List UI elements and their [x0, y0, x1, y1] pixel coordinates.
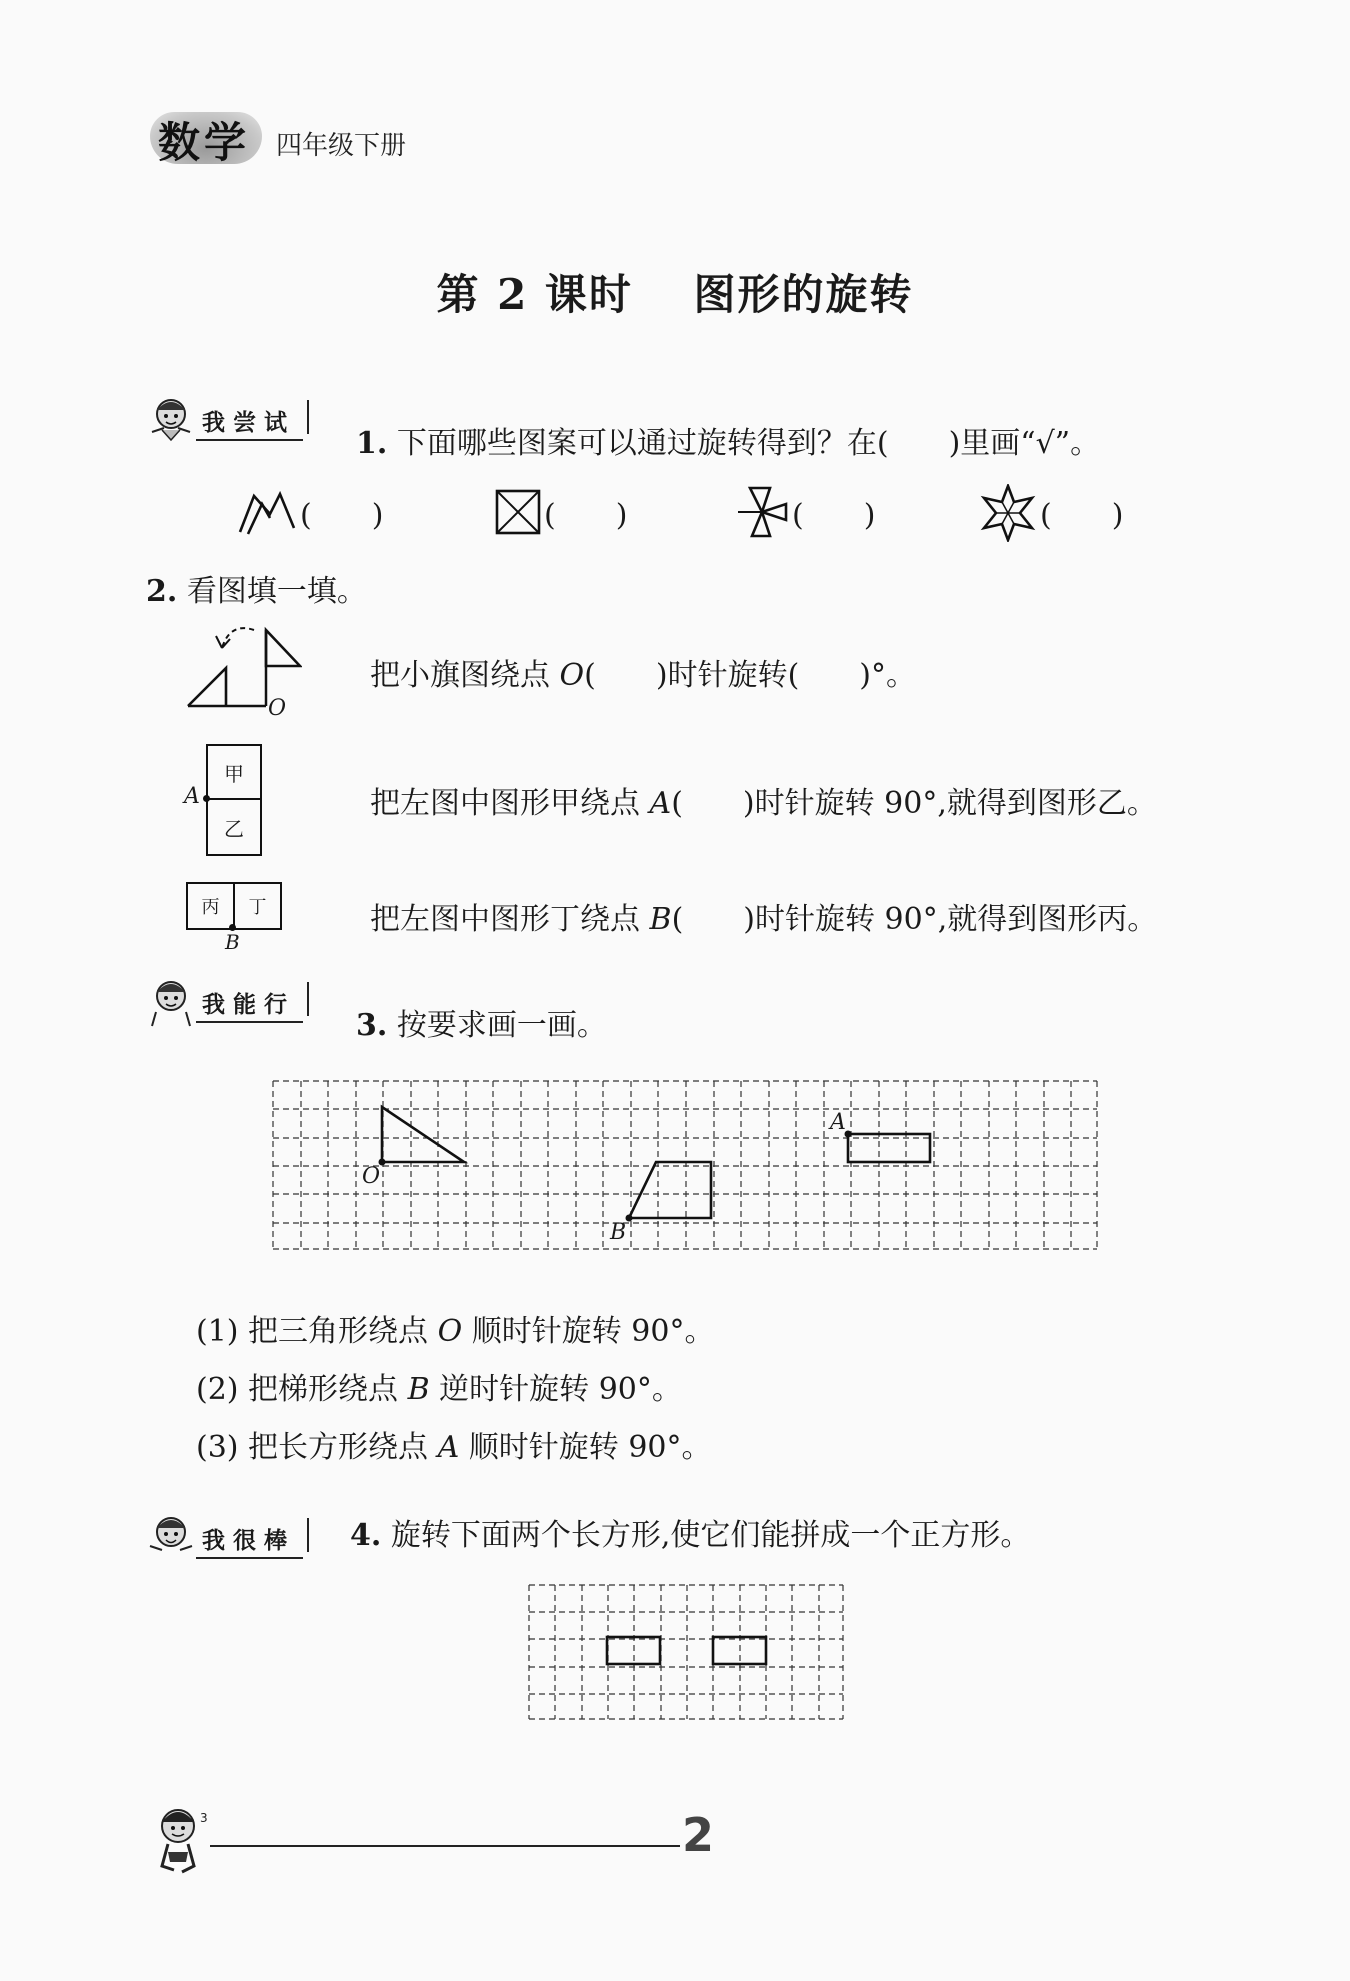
- q3-point-b-label: B: [610, 1220, 627, 1245]
- q2-item-2-text-a: 把左图中图形甲绕点: [370, 786, 650, 821]
- q3-trapezoid: [629, 1162, 711, 1218]
- q3-item-3-num: (3): [196, 1430, 239, 1465]
- q1-number: 1.: [356, 426, 388, 461]
- q2-number: 2.: [146, 574, 178, 609]
- q2-item-1: [370, 650, 916, 694]
- q3-shapes: [272, 1080, 1098, 1250]
- q3-item-3-text-a: 把长方形绕点: [248, 1430, 438, 1465]
- figure-jia-label: 甲: [208, 746, 260, 800]
- section-tag-great: [146, 1510, 303, 1570]
- q1-choice-3[interactable]: ( ): [792, 498, 876, 533]
- girl-mascot-icon: [146, 392, 196, 452]
- q1-choice-2[interactable]: ( ): [544, 498, 628, 533]
- section-tag-try: [146, 392, 303, 452]
- q4-shapes: [528, 1584, 844, 1720]
- q3-item-1-var: O: [437, 1314, 463, 1349]
- girl-mascot-icon: [146, 974, 196, 1034]
- q4-line: [350, 1510, 1030, 1554]
- point-a-label: A: [184, 784, 200, 809]
- point-b-dot: [626, 1215, 633, 1222]
- q3-item-3-var: A: [437, 1430, 460, 1465]
- q1-line: [356, 418, 1100, 462]
- section-tag-can: [146, 974, 303, 1034]
- q3-item-1-num: (1): [196, 1314, 239, 1349]
- q3-point-a-label: A: [830, 1110, 846, 1135]
- q2-item-3-text-b: ( )时针旋转 90°,就得到图形丙。: [671, 902, 1158, 937]
- svg-text:3: 3: [200, 1811, 208, 1825]
- q3-number: 3.: [356, 1008, 388, 1043]
- jia-yi-figure: [206, 744, 262, 856]
- q3-item-3: [196, 1422, 712, 1466]
- q2-item-2-text-b: ( )时针旋转 90°,就得到图形乙。: [671, 786, 1157, 821]
- flag-point-o-label: O: [268, 696, 287, 721]
- q1-choice-4[interactable]: ( ): [1040, 498, 1124, 533]
- girl-mascot-icon: [146, 1510, 196, 1570]
- q1-text: 下面哪些图案可以通过旋转得到？在( )里画“√”。: [396, 426, 1101, 461]
- pattern-star-figure: [980, 484, 1036, 542]
- section-label-great: 我很棒: [196, 1522, 303, 1559]
- page-number: 2: [682, 1808, 715, 1862]
- q2-item-2-var: A: [649, 786, 672, 821]
- q3-line: [356, 1000, 607, 1044]
- q2-item-1-var: O: [559, 658, 585, 693]
- q3-item-1: [196, 1306, 714, 1350]
- q1-choice-1[interactable]: ( ): [300, 498, 384, 533]
- q4-number: 4.: [350, 1518, 382, 1553]
- boy-mascot-icon: [148, 1800, 218, 1880]
- q3-text: 按要求画一画。: [396, 1008, 607, 1043]
- q4-rectangle-left: [607, 1637, 660, 1664]
- q2-item-3: [370, 894, 1157, 938]
- q2-line: [146, 566, 367, 610]
- pattern-pinwheel-figure: [734, 484, 790, 540]
- subject-label: 数学: [158, 118, 251, 167]
- q3-item-2-text-b: 逆时针旋转 90°。: [429, 1372, 682, 1407]
- footer-rule: [210, 1845, 680, 1847]
- q3-item-2-num: (2): [196, 1372, 239, 1407]
- pattern-zigzag-figure: [236, 488, 298, 538]
- q2-item-1-text-b: ( )时针旋转( )°。: [584, 658, 916, 693]
- q3-item-1-text-b: 顺时针旋转 90°。: [462, 1314, 715, 1349]
- figure-ding-label: 丁: [248, 897, 267, 918]
- section-label-can: 我能行: [196, 986, 303, 1023]
- lesson-title: 第 2 课时 图形的旋转: [436, 270, 914, 319]
- q3-item-2-var: B: [407, 1372, 430, 1407]
- q3-triangle: [382, 1107, 464, 1162]
- q3-point-o-label: O: [362, 1164, 381, 1189]
- bing-ding-figure: [186, 882, 282, 930]
- q2-text: 看图填一填。: [186, 574, 367, 609]
- q3-item-2-text-a: 把梯形绕点: [248, 1372, 408, 1407]
- q3-rectangle: [848, 1134, 930, 1162]
- figure-bing-label: 丙: [188, 884, 235, 928]
- q2-item-3-text-a: 把左图中图形丁绕点: [370, 902, 650, 937]
- grade-label: 四年级下册: [276, 131, 407, 161]
- figure-yi-label: 乙: [224, 816, 244, 841]
- point-a-dot: [203, 795, 210, 802]
- q4-rectangle-right: [713, 1637, 766, 1664]
- q3-item-2: [196, 1364, 682, 1408]
- q2-item-2: [370, 778, 1157, 822]
- section-label-try: 我尝试: [196, 404, 303, 441]
- pattern-square-x-figure: [494, 488, 542, 536]
- q3-item-3-text-b: 顺时针旋转 90°。: [459, 1430, 712, 1465]
- q3-item-1-text-a: 把三角形绕点: [248, 1314, 438, 1349]
- q4-text: 旋转下面两个长方形,使它们能拼成一个正方形。: [390, 1518, 1031, 1553]
- q2-item-3-var: B: [649, 902, 672, 937]
- point-b-label: B: [225, 930, 240, 954]
- q2-item-1-text-a: 把小旗图绕点: [370, 658, 560, 693]
